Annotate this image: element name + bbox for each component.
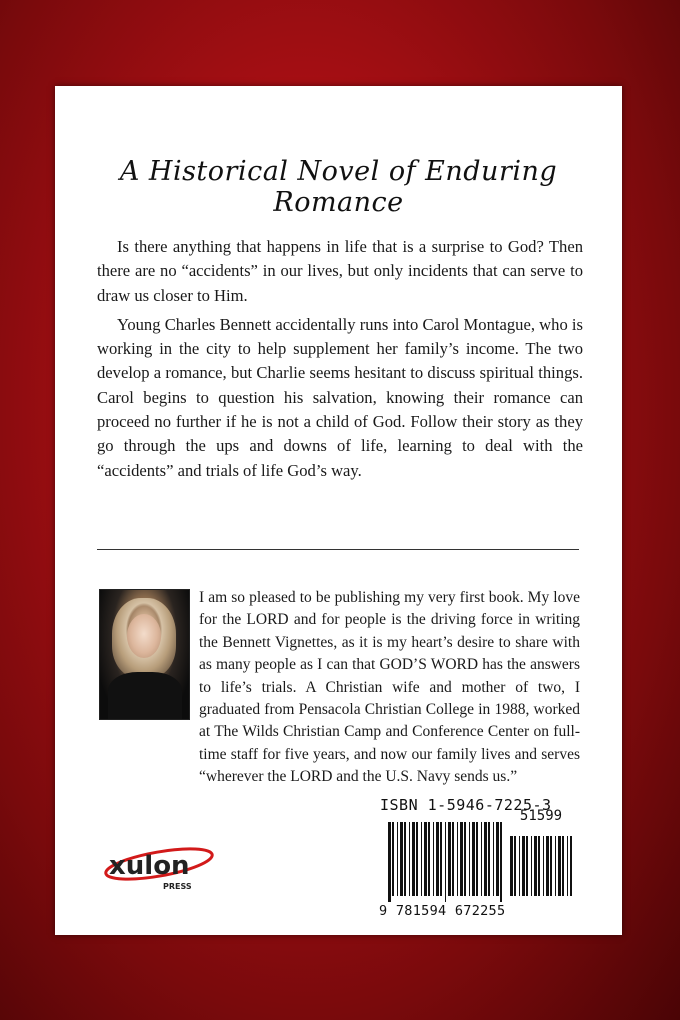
barcode-bar [464,822,466,896]
author-photo-face [127,614,161,658]
isbn-label: ISBN 1-5946-7225-3 [380,796,552,814]
barcode-bar [496,822,499,896]
barcode-bar [543,836,544,896]
barcode-bar [519,836,520,896]
barcode-bar [534,836,537,896]
barcode-bar [424,822,427,896]
barcode-bar [448,822,451,896]
barcode-bar [493,822,494,896]
barcode-bar [546,836,549,896]
logo-subtext: PRESS [163,882,192,891]
barcode-bar [388,822,391,902]
barcode-bar [555,836,556,896]
barcode-bar [440,822,442,896]
barcode-bar [522,836,525,896]
blurb-paragraph-2: Young Charles Bennett accidentally runs into Carol Montague, who is working in the city to help supplement her family’s income. The two develop a romance, but Charlie seems hesitant to discuss spiritual things. Carol begins to question his salvation, knowing their romance can proceed no further if he is not a child of God. Follow their story as they go through the ups and downs of life, learning to deal with the “accidents” and trials of life God’s way. [97,314,583,480]
barcode-bar [472,822,475,896]
barcode-bar [538,836,540,896]
blurb-paragraph-1: Is there anything that happens in life that is a surprise to God? Then there are no “accidents” in our lives, but only incidents that can serve to draw us closer to Him. [97,237,583,305]
barcode-bar [469,822,470,896]
barcode-bar [558,836,561,896]
barcode-bar [397,822,398,896]
barcode-bar [488,822,490,896]
author-photo [99,589,190,720]
barcode-ean [388,822,504,902]
barcode-bar [433,822,434,896]
logo-wordmark: xulon [109,851,190,881]
barcode-bar [562,836,564,896]
barcode-bar [460,822,463,896]
barcode-addon-digits: 51599 [519,808,563,824]
barcode-bar [510,836,513,896]
barcode-bar [416,822,418,896]
barcode-bar [445,822,446,902]
barcode-bar [500,822,502,902]
barcode-ean-digits: 9 781594 672255 [379,903,506,919]
barcode-bar [452,822,454,896]
barcode-bar [550,836,552,896]
barcode-bar [436,822,439,896]
barcode-bar [404,822,406,896]
barcode-bar [421,822,422,896]
publisher-logo [97,846,217,894]
barcode-bar [526,836,528,896]
barcode-bar [392,822,394,896]
barcode-bar [412,822,415,896]
barcode-bar [428,822,430,896]
barcode-bar [484,822,487,896]
barcode-bar [531,836,532,896]
barcode-bar [457,822,458,896]
barcode-bar [481,822,482,896]
book-blurb [97,235,583,488]
author-photo-body [108,672,182,719]
back-cover-panel [55,86,622,935]
barcode-bar [514,836,516,896]
barcode-addon [510,836,572,902]
barcode-bar [570,836,572,896]
barcode-bar [400,822,403,896]
section-divider [97,549,579,550]
author-bio [199,587,580,789]
barcode-bar [409,822,410,896]
cover-tagline: A Historical Novel of Enduring Romance [119,156,558,218]
barcode-bar [476,822,478,896]
barcode-bar [567,836,568,896]
author-bio-text: I am so pleased to be publishing my very first book. My love for the LORD and for people is the driving force in writing the Bennett Vignettes, as it is my heart’s desire to share with as many people as I can that GOD’S WORD has the answers to life’s trials. A Christian wife and mother of two, I graduated from Pensacola Christian College in 1988, worked at The Wilds Christian Camp and Conference Center on full-time staff for five years, and now our family lives and serves “wherever the LORD and the U.S. Navy sends us.” [199,589,580,786]
